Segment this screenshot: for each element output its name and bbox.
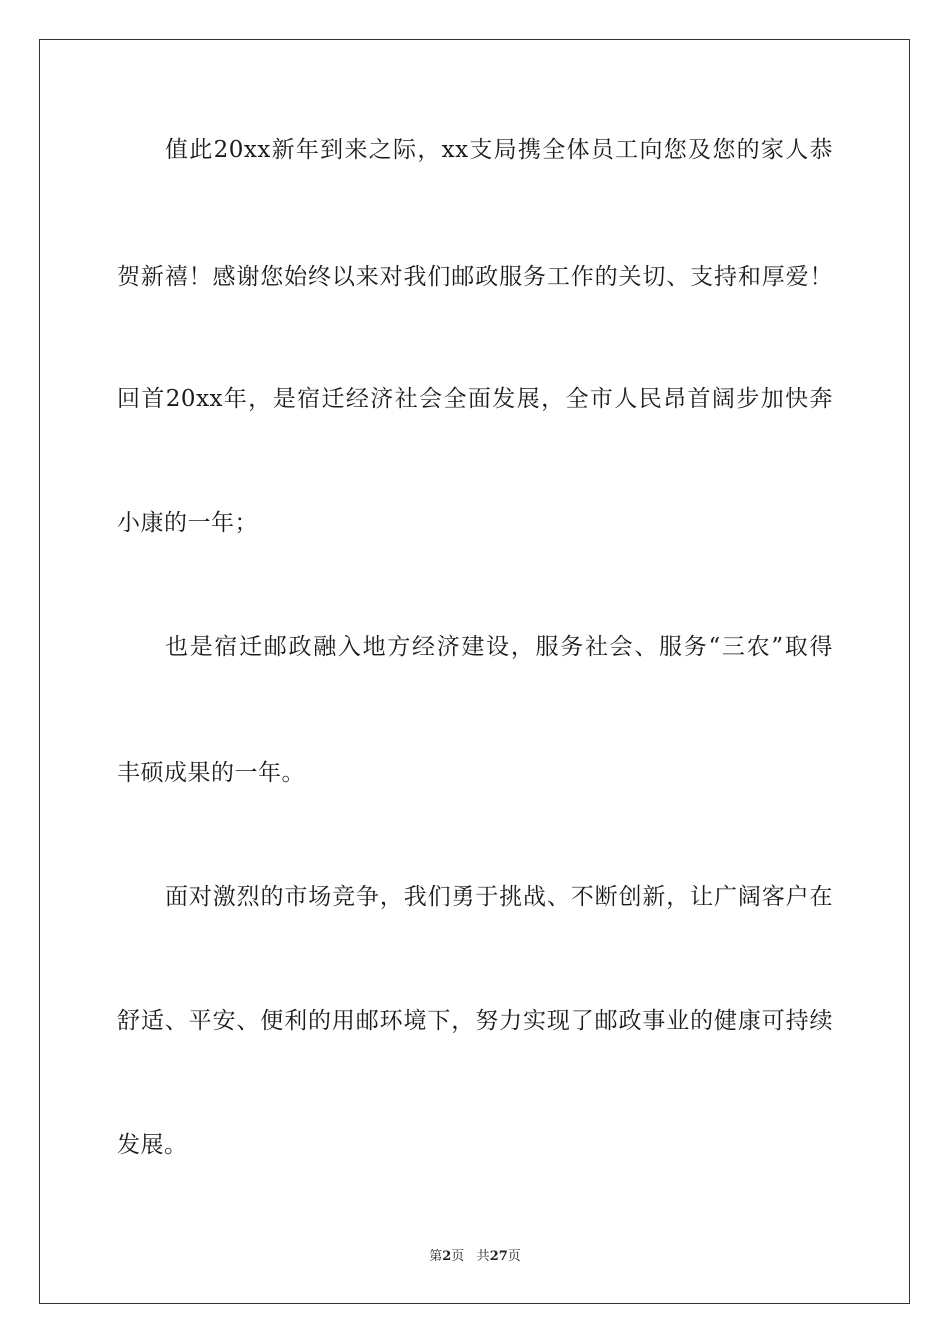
paragraph-3-line-1: 也是宿迁邮政融入地方经济建设，服务社会、服务“三农”取得 <box>165 634 833 660</box>
total-suffix: 页 <box>507 1249 521 1264</box>
page-number: 2 <box>442 1249 452 1264</box>
paragraph-4-line-3: 发展。 <box>117 1132 188 1158</box>
paragraph-3-line-2: 丰硕成果的一年。 <box>117 760 305 786</box>
paragraph-1-line-1: 值此20xx新年到来之际，xx支局携全体员工向您及您的家人恭 <box>165 137 833 163</box>
paragraph-2-line-1: 回首20xx年，是宿迁经济社会全面发展，全市人民昂首阔步加快奔 <box>117 386 833 412</box>
total-prefix: 共 <box>476 1249 490 1264</box>
paragraph-4-line-1: 面对激烈的市场竞争，我们勇于挑战、不断创新，让广阔客户在 <box>165 884 833 910</box>
page-prefix: 第 <box>429 1249 443 1264</box>
page-suffix: 页 <box>451 1249 465 1264</box>
paragraph-1-line-2: 贺新禧！感谢您始终以来对我们邮政服务工作的关切、支持和厚爱！ <box>117 264 833 290</box>
total-pages: 27 <box>489 1249 508 1264</box>
paragraph-2-line-2: 小康的一年； <box>117 510 258 536</box>
paragraph-4-line-2: 舒适、平安、便利的用邮环境下，努力实现了邮政事业的健康可持续 <box>117 1008 833 1034</box>
page-border <box>39 39 910 1304</box>
page-footer <box>0 1248 950 1266</box>
